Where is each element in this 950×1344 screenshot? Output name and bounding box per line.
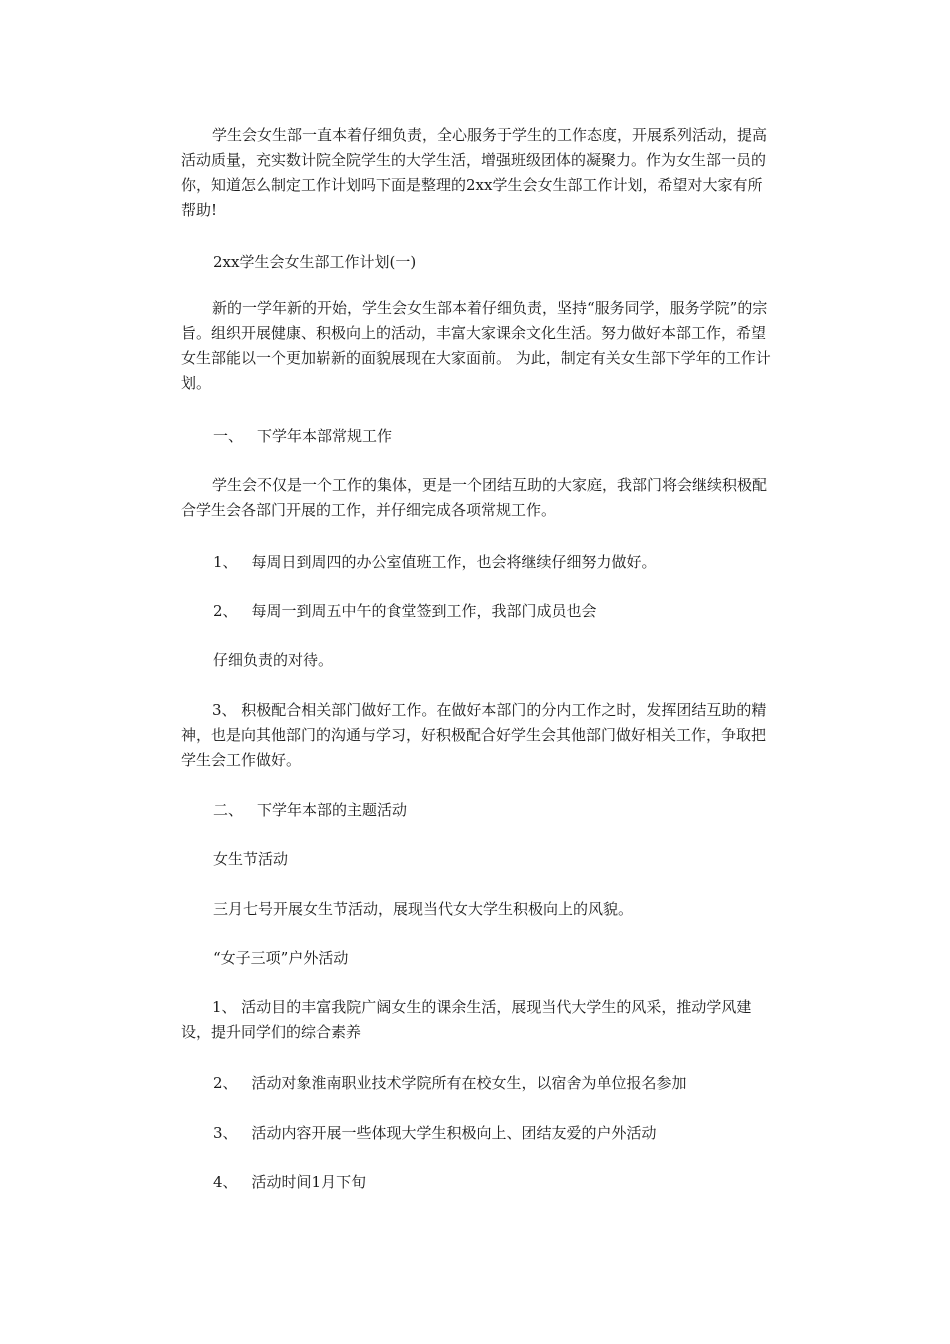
section-two-number: 二、 <box>213 801 244 819</box>
activity-2-item-3-number: 3、 <box>213 1124 238 1142</box>
routine-item-2 <box>213 599 597 624</box>
activity-2-item-1: 1、 活动目的丰富我院广阔女生的课余生活，展现当代大学生的风采，推动学风建设，提升同学们的综合素养 <box>181 998 752 1041</box>
intro-paragraph: 学生会女生部一直本着仔细负责，全心服务于学生的工作态度，开展系列活动，提高活动质量，充实数计院全院学生的大学生活，增强班级团体的凝聚力。作为女生部一员的你，知道怎么制定工作计划吗下面是整理的2xx学生会女生部工作计划，希望对大家有所帮助! <box>181 126 768 219</box>
activity-2-item-3-text: 活动内容开展一些体现大学生积极向上、团结友爱的户外活动 <box>251 1124 657 1142</box>
activity-2-item-4 <box>213 1170 366 1195</box>
routine-item-2-continued: 仔细负责的对待。 <box>213 651 334 669</box>
activity-2-item-4-number: 4、 <box>213 1173 238 1191</box>
section-one-title: 下学年本部常规工作 <box>257 427 393 445</box>
activity-1-description: 三月七号开展女生节活动，展现当代女大学生积极向上的风貌。 <box>213 900 634 918</box>
routine-item-3: 3、 积极配合相关部门做好工作。在做好本部门的分内工作之时，发挥团结互助的精神，也是向其他部门的沟通与学习，好积极配合好学生会其他部门做好相关工作，争取把学生会工作做好。 <box>181 701 767 769</box>
activity-2-item-4-text: 活动时间1月下旬 <box>251 1173 367 1191</box>
activity-2-item-2-number: 2、 <box>213 1074 238 1092</box>
routine-paragraph: 学生会不仅是一个工作的集体，更是一个团结互助的大家庭，我部门将会继续积极配合学生会各部门开展的工作，并仔细完成各项常规工作。 <box>181 476 768 519</box>
activity-2-item-3 <box>213 1121 657 1146</box>
routine-item-1 <box>213 550 657 575</box>
routine-item-2-number: 2、 <box>213 602 238 620</box>
activity-2-title: “女子三项”户外活动 <box>213 949 349 967</box>
opening-paragraph: 新的一学年新的开始，学生会女生部本着仔细负责，坚持“服务同学，服务学院”的宗旨。组织开展健康、积极向上的活动，丰富大家课余文化生活。努力做好本部工作，希望女生部能以一个更加崭新的面貌展现在大家面前。 为此，制定有关女生部下学年的工作计划。 <box>181 299 771 392</box>
routine-item-1-number: 1、 <box>213 553 238 571</box>
section-one-heading <box>213 424 392 449</box>
routine-item-1-text: 每周日到周四的办公室值班工作，也会将继续仔细努力做好。 <box>251 553 657 571</box>
section-two-heading <box>213 798 407 823</box>
section-two-title: 下学年本部的主题活动 <box>257 801 408 819</box>
plan-subtitle: 2xx学生会女生部工作计划(一) <box>213 253 417 271</box>
routine-item-2-text: 每周一到周五中午的食堂签到工作，我部门成员也会 <box>251 602 597 620</box>
activity-2-item-2 <box>213 1071 687 1096</box>
activity-1-title: 女生节活动 <box>213 850 289 868</box>
activity-2-item-2-text: 活动对象淮南职业技术学院所有在校女生，以宿舍为单位报名参加 <box>251 1074 687 1092</box>
section-one-number: 一、 <box>213 427 244 445</box>
